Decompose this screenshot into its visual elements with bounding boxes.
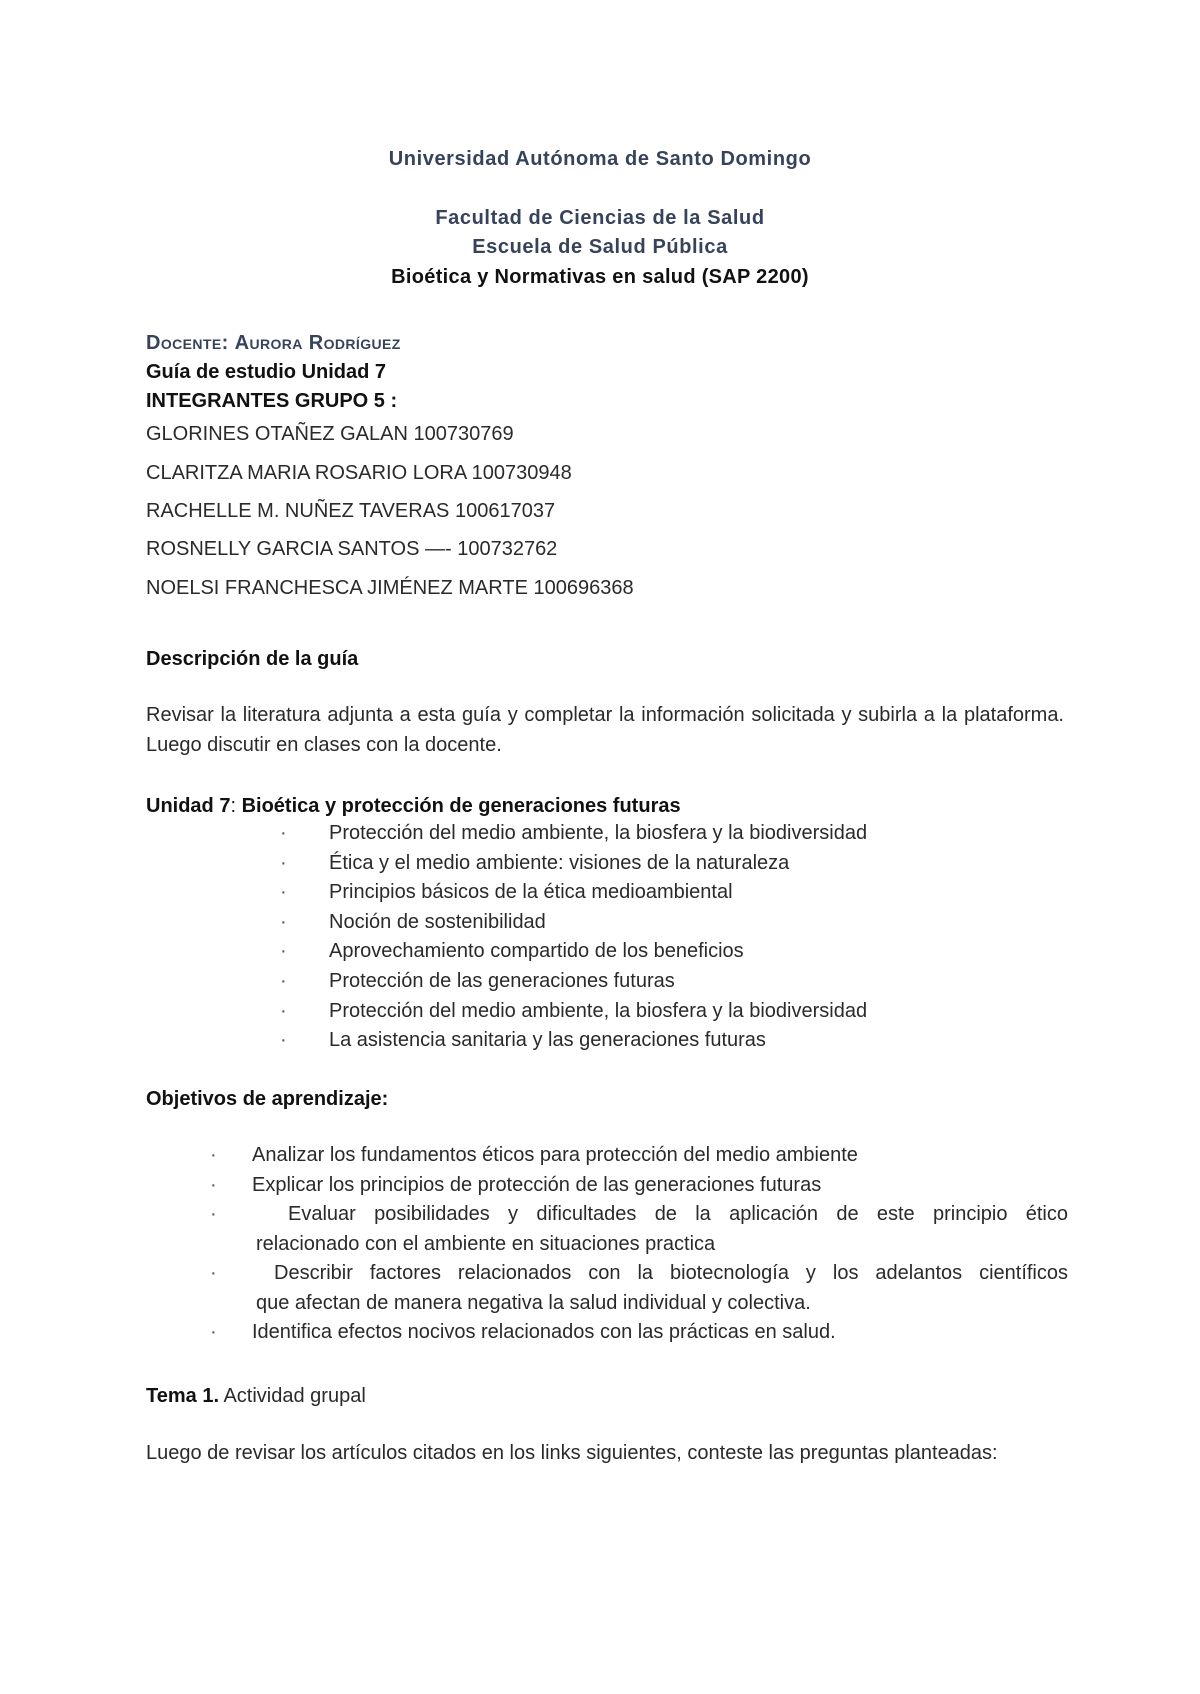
member-2: CLARITZA MARIA ROSARIO LORA 100730948 [146, 462, 572, 484]
bullet-icon: · [280, 999, 287, 1022]
faculty-name: Facultad de Ciencias de la Salud [435, 207, 765, 229]
tema1-label: Tema 1. [146, 1385, 219, 1407]
objectives-list [210, 1141, 1068, 1348]
objective-text: Analizar los fundamentos éticos para protección del medio ambiente [252, 1144, 858, 1166]
objective-text: Describir factores relacionados con la biotecnología y los adelantos científicos [274, 1262, 1068, 1284]
bullet-icon: · [280, 940, 287, 963]
bullet-icon: · [280, 822, 287, 844]
bullet-icon: · [280, 851, 287, 874]
description-heading-label: Descripción de la guía [146, 648, 359, 670]
list-item [280, 881, 867, 911]
list-item [210, 1141, 1068, 1171]
list-item [280, 1000, 867, 1030]
tema1-title: Actividad grupal [223, 1385, 366, 1407]
objective-text: Explicar los principios de protección de las generaciones futuras [252, 1173, 822, 1196]
course-title: Bioética y Normativas en salud (SAP 2200) [391, 266, 809, 288]
university-name: Universidad Autónoma de Santo Domingo [388, 148, 812, 170]
topic-text: Protección del medio ambiente, la biosfera y la biodiversidad [329, 999, 868, 1022]
member-4: ROSNELLY GARCIA SANTOS —- 100732762 [146, 538, 558, 560]
unit-topic-list [280, 822, 867, 1059]
unit-title: Bioética y protección de generaciones futuras [241, 795, 681, 817]
tema1-heading [146, 1384, 366, 1408]
objectives-heading: Objetivos de aprendizaje: [146, 1088, 389, 1110]
list-item [280, 970, 867, 1000]
topic-text: Aprovechamiento compartido de los beneficios [329, 940, 744, 963]
objective-text: Identifica efectos nocivos relacionados con las prácticas en salud. [252, 1321, 836, 1343]
member-3: RACHELLE M. NUÑEZ TAVERAS 100617037 [146, 500, 556, 522]
list-item [280, 822, 867, 852]
member-5: NOELSI FRANCHESCA JIMÉNEZ MARTE 100696368 [146, 577, 634, 599]
list-item [280, 1029, 867, 1059]
school-name: Escuela de Salud Pública [472, 236, 728, 258]
bullet-icon: · [280, 910, 287, 933]
tema1-text: Luego de revisar los artículos citados en los links siguientes, conteste las preguntas planteadas: [146, 1442, 998, 1464]
group-heading: INTEGRANTES GRUPO 5 : [146, 390, 398, 412]
objective-text-continued: que afectan de manera negativa la salud individual y colectiva. [256, 1291, 811, 1314]
bullet-icon: · [210, 1262, 217, 1284]
topic-text: Principios básicos de la ética medioambiental [329, 881, 733, 904]
unit-label: Unidad 7 [146, 795, 231, 817]
list-item [210, 1318, 1068, 1348]
bullet-icon: · [210, 1203, 217, 1225]
unit-heading [146, 794, 681, 818]
list-item [210, 1200, 1068, 1259]
unit-separator: : [230, 795, 237, 817]
topic-text: La asistencia sanitaria y las generaciones futuras [329, 1029, 766, 1052]
member-1: GLORINES OTAÑEZ GALAN 100730769 [146, 423, 514, 445]
docente-separator: : [221, 332, 229, 354]
docente-label: Docente [146, 332, 222, 354]
topic-text: Protección de las generaciones futuras [329, 969, 675, 992]
docente-name: Aurora Rodríguez [234, 332, 401, 354]
bullet-icon: · [280, 969, 287, 992]
list-item [280, 911, 867, 941]
description-heading [146, 647, 358, 671]
topic-text: Noción de sostenibilidad [329, 910, 546, 933]
objective-text: Evaluar posibilidades y dificultades de la aplicación de este principio ético [288, 1203, 1068, 1225]
topic-text: Protección del medio ambiente, la biosfera y la biodiversidad [329, 822, 868, 844]
bullet-icon: · [280, 881, 287, 904]
bullet-icon: · [210, 1144, 217, 1166]
bullet-icon: · [210, 1321, 217, 1343]
docente-line [146, 332, 401, 355]
list-item [280, 940, 867, 970]
bullet-icon: · [210, 1173, 217, 1196]
list-item [210, 1171, 1068, 1201]
list-item [210, 1259, 1068, 1318]
topic-text: Ética y el medio ambiente: visiones de la naturaleza [329, 851, 790, 874]
list-item [280, 852, 867, 882]
objective-text-continued: relacionado con el ambiente en situaciones practica [256, 1232, 716, 1255]
guide-title: Guía de estudio Unidad 7 [146, 361, 387, 383]
bullet-icon: · [280, 1029, 287, 1052]
description-text: Revisar la literatura adjunta a esta guía y completar la información solicitada y subirla a la plataforma. Luego discutir en clases con la docente. [146, 704, 1064, 756]
